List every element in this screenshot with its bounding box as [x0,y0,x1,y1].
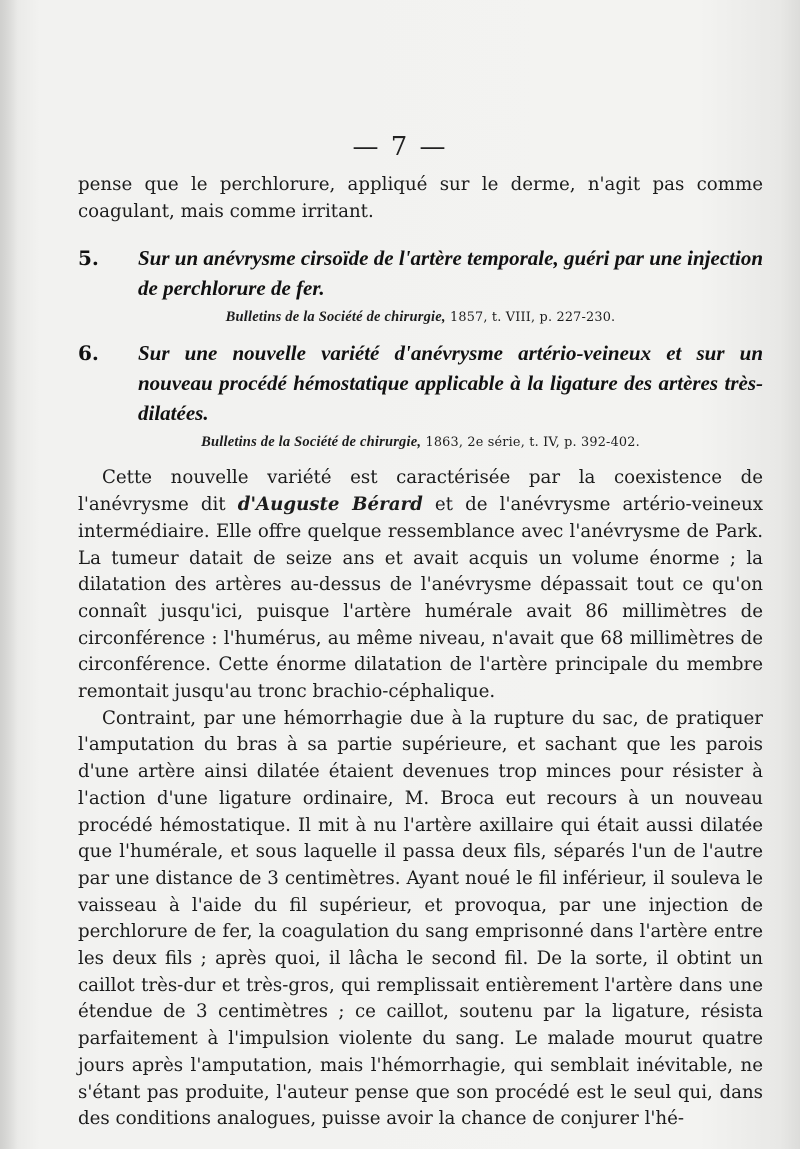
entry-5-reference [78,307,763,328]
entry-number: 6. [78,341,99,366]
named-aneurysm: d'Auguste Bérard [237,494,423,516]
binding-shadow [0,0,18,1149]
paragraph-text: et de l'anévrysme artério-veineux intermédiaire. Elle offre quelque ressemblance avec l'anévrysme de Park. La tumeur datait de seize ans et avait acquis un volume énorme ; la dilatation des artères au-dessus de l'anévrysme dépassait tout ce qu'on connaît jusqu'ici, puisque l'artère humérale avait 86 millimètres de circonférence : l'humérus, au même niveau, n'avait que 68 millimètres de circonférence. Cette énorme dilatation de l'artère principale du membre remontait jusqu'au tronc brachio-céphalique. [78,494,763,703]
page-content [78,172,763,1133]
page-number: — 7 — [352,132,448,162]
reference-journal: Bulletins de la Société de chirurgie, [201,434,422,451]
reference-details: 1857, t. VIII, p. 227-230. [450,310,616,326]
body-paragraph-2: Contraint, par une hémorrhagie due à la rupture du sac, de pratiquer l'amputation du bras à sa partie supérieure, et sachant que les parois d'une artère ainsi dilatée étaient devenues trop minces pour résister à l'action d'une ligature ordinaire, M. Broca eut recours à un nouveau procédé hémostatique. Il mit à nu l'artère axillaire qui était aussi dilatée que l'humérale, et sous laquelle il passa deux fils, séparés l'un de l'autre par une distance de 3 centimètres. Ayant noué le fil inférieur, il souleva le vaisseau à l'aide du fil supérieur, et provoqua, par une injection de perchlorure de fer, la coagulation du sang emprisonné dans l'artère entre les deux fils ; après quoi, il lâcha le second fil. De la sorte, il obtint un caillot très-dur et très-gros, qui remplissait entièrement l'artère dans une étendue de 3 centimètres ; ce caillot, soutenu par la ligature, résista parfaitement à l'impulsion violente du sang. Le malade mourut quatre jours après l'amputation, mais l'hémorrhagie, qui semblait inévitable, ne s'étant pas produite, l'auteur pense que son procédé est le seul qui, dans des conditions analogues, puisse avoir la chance de conjurer l'hé- [78,707,763,1130]
body-paragraph-1 [78,465,763,705]
paragraph-text: Cette nouvelle variété est caractérisée par la coexistence de l'anévrysme dit [78,467,763,516]
entry-title: Sur un anévrysme cirsoïde de l'artère temporale, guéri par une injection de perchlorure de fer. [138,246,763,301]
entry-6-reference [78,432,763,453]
entry-6 [78,338,763,428]
entry-title: Sur une nouvelle variété d'anévrysme artério-veineux et sur un nouveau procédé hémostatique applicable à la ligature des artères très-dilatées. [138,341,763,426]
opening-paragraph: pense que le perchlorure, appliqué sur le derme, n'agit pas comme coagulant, mais comme irritant. [78,174,763,222]
reference-details: 1863, 2e série, t. IV, p. 392-402. [425,435,640,451]
entry-number: 5. [78,246,99,271]
entry-5 [78,243,763,303]
reference-journal: Bulletins de la Société de chirurgie, [225,309,446,326]
